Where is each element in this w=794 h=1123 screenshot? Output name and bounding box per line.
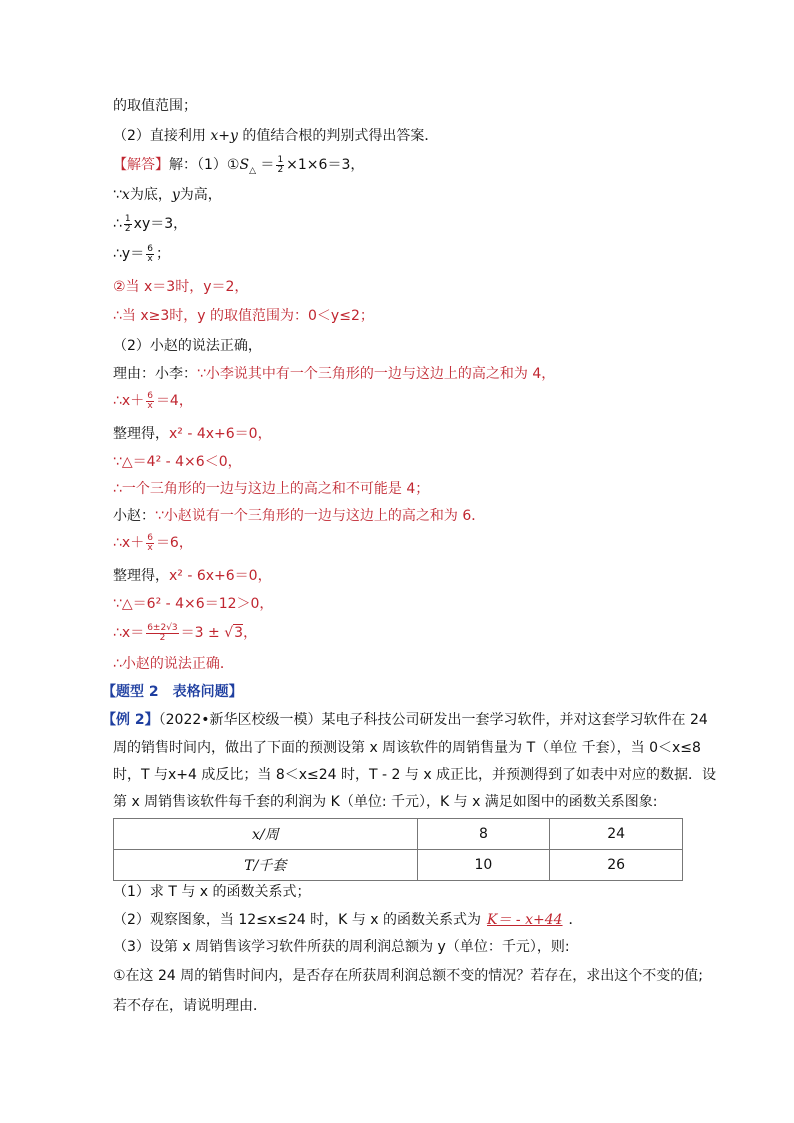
text-line: ②当 x＝3时，y＝2， [113,279,249,295]
section-heading: 【题型 2 表格问题】 [102,684,243,700]
example-line: 周的销售时间内，做出了下面的预测设第 x 周该软件的周销售量为 T（单位 千套），当 0＜x≤8 [113,740,701,756]
table-row [114,850,683,881]
text-line: ∴y＝ $\frac{6}{x}$ ； [113,243,170,264]
table-cell: x/周 [114,819,418,850]
text-line: 整理得，x² - 6x+6＝0， [113,568,272,584]
question-line: ①在这 24 周的销售时间内，是否存在所获周利润总额不变的情况？若存在，求出这个不变的值; [113,968,703,984]
example-line: 【例 2】（2022•新华区校级一模）某电子科技公司研发出一套学习软件，并对这套学习软件在 24 [102,712,708,728]
text-line: 的取值范围； [113,98,197,114]
text-line: ∴一个三角形的一边与这边上的高之和不可能是 4； [113,481,430,497]
table-cell: 26 [550,850,683,881]
text-line: ∴当 x≥3时，y 的取值范围为：0＜y≤2； [113,308,374,324]
text-line: （2）小赵的说法正确， [113,338,262,354]
question-line: （3）设第 x 周销售该学习软件所获的周利润总额为 y（单位：千元），则: [113,939,570,955]
text-line: （2）直接利用 x+y 的值结合根的判别式得出答案． [113,128,439,144]
question-line: （1）求 T 与 x 的函数关系式； [113,884,311,900]
question-line: （2）观察图象，当 12≤x≤24 时，K 与 x 的函数关系式为 K＝ - x+44 ． [113,912,583,928]
data-table [113,818,683,881]
table-cell: 10 [417,850,550,881]
answer-tag: 【解答】 [113,157,169,173]
text-line: ∴x＋ $\frac{6}{x}$ ＝6， [113,532,193,553]
table-row [114,819,683,850]
example-tag: 【例 2】 [102,712,159,728]
table-cell: T/千套 [114,850,418,881]
text-line: ∴小赵的说法正确． [113,656,234,672]
answer-blank: K＝ - x+44 [487,912,563,928]
text-line: ∴ $\frac{1}{2}$ xy＝3， [113,213,188,234]
text-line: 【解答】解：$(1)①S_\triangle$ ＝ $\frac{1}{2}$ ×1×6＝3， [113,154,365,176]
table-cell: 24 [550,819,683,850]
text-line: ∵△＝4² - 4×6＜0， [113,454,242,470]
text-line: ∵x为底，y为高， [113,187,222,203]
text-line: ∴x＝ $\frac{6\pm 2√3}{2}$ ＝3 ± √3， [113,622,258,643]
example-line: 第 x 周销售该软件每千套的利润为 K（单位: 千元），K 与 x 满足如图中的函数关系图象: [113,794,658,810]
question-line: 若不存在，请说明理由． [113,998,267,1014]
text-line: ∴x＋ $\frac{6}{x}$ ＝4， [113,390,193,411]
text-line: ∵△＝6² - 4×6＝12＞0， [113,596,274,612]
text-line: 理由：小李：∵小李说其中有一个三角形的一边与这边上的高之和为 4， [113,366,556,382]
table-cell: 8 [417,819,550,850]
text-line: 小赵：∵小赵说有一个三角形的一边与这边上的高之和为 6． [113,508,486,524]
text-line: 整理得，x² - 4x+6＝0， [113,426,272,442]
example-line: 时，T 与x+4 成反比；当 8＜x≤24 时，T - 2 与 x 成正比，并预测得到了如表中对应的数据．设 [113,767,717,783]
